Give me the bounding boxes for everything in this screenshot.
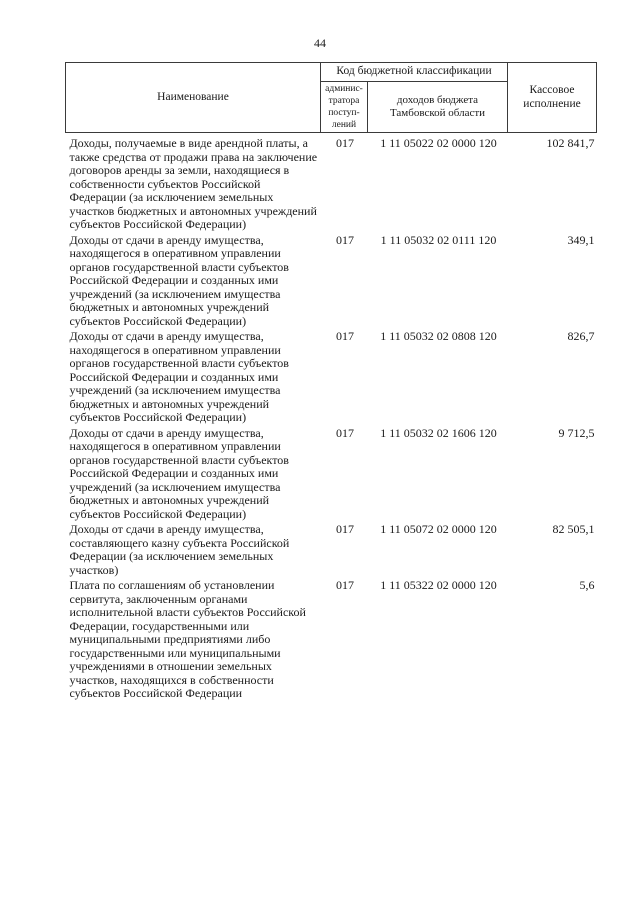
row-budget-code: 1 11 05032 02 1606 120 [380, 425, 497, 440]
row-admin-code: 017 [336, 136, 354, 150]
table-header [66, 63, 597, 133]
row-amount: 826,7 [567, 329, 595, 343]
row-amount: 5,6 [579, 578, 595, 592]
row-admin-code: 017 [336, 578, 354, 592]
table-row [66, 523, 597, 579]
page-number: 44 [314, 36, 326, 50]
budget-table [65, 62, 597, 703]
row-name: Доходы от сдачи в аренду имущества, находящегося в оперативном управлении органов государственной власти субъектов Российской Федерации и созданных ими учреждений (за исключением имущества бюджетных и автономных учреждений субъектов Российской Федерации) [69, 329, 289, 424]
table-row [66, 234, 597, 331]
table-row [66, 579, 597, 703]
row-admin-code: 017 [336, 232, 354, 247]
table-body [66, 133, 597, 703]
row-name: Доходы от сдачи в аренду имущества, составляющего казну субъекта Российской Федерации (за исключением земельных участков) [69, 522, 290, 577]
row-name: Доходы, получаемые в виде арендной платы, а также средства от продажи права на заключение договоров аренды за земли, находящиеся в собственности субъектов Российской Федерации (за исключением земельных участков бюджетных и автономных учреждений субъектов Российской Федерации) [69, 136, 318, 231]
row-name: Доходы от сдачи в аренду имущества, находящегося в оперативном управлении органов государственной власти субъектов Российской Федерации и созданных ими учреждений (за исключением имущества бюджетных и автономных учреждений субъектов Российской Федерации) [69, 232, 289, 328]
row-amount: 9 712,5 [558, 425, 595, 440]
row-name: Доходы от сдачи в аренду имущества, находящегося в оперативном управлении органов государственной власти субъектов Российской Федерации и созданных ими учреждений (за исключением имущества бюджетных и автономных учреждений субъектов Российской Федерации) [69, 425, 289, 521]
row-budget-code: 1 11 05032 02 0808 120 [380, 329, 497, 343]
table-row [66, 133, 597, 234]
row-name: Плата по соглашениям об установлении сервитута, заключенным органами исполнительной власти субъектов Российской Федерации, государственными или муниципальными предприятиями либо государственными или муниципальными учреждениями в отношении земельных участков, находящихся в собственности субъектов Российской Федерации [69, 578, 306, 700]
row-budget-code: 1 11 05022 02 0000 120 [380, 136, 497, 150]
row-admin-code: 017 [336, 425, 354, 440]
row-amount: 102 841,7 [546, 136, 595, 150]
row-amount: 82 505,1 [552, 522, 595, 536]
row-budget-code: 1 11 05322 02 0000 120 [380, 578, 497, 592]
table-row [66, 427, 597, 524]
row-admin-code: 017 [336, 522, 354, 536]
row-budget-code: 1 11 05072 02 0000 120 [380, 522, 497, 536]
row-budget-code: 1 11 05032 02 0111 120 [380, 232, 497, 247]
header-name: Наименование [66, 63, 321, 133]
header-code: доходов бюджета Тамбовской области [368, 82, 508, 133]
row-amount: 349,1 [567, 232, 595, 247]
header-code-group: Код бюджетной классификации [321, 63, 508, 82]
header-amount: Кассовое исполнение [508, 63, 597, 133]
row-admin-code: 017 [336, 329, 354, 343]
table-row [66, 330, 597, 427]
header-admin: админис-тратора поступ-лений [321, 82, 368, 133]
